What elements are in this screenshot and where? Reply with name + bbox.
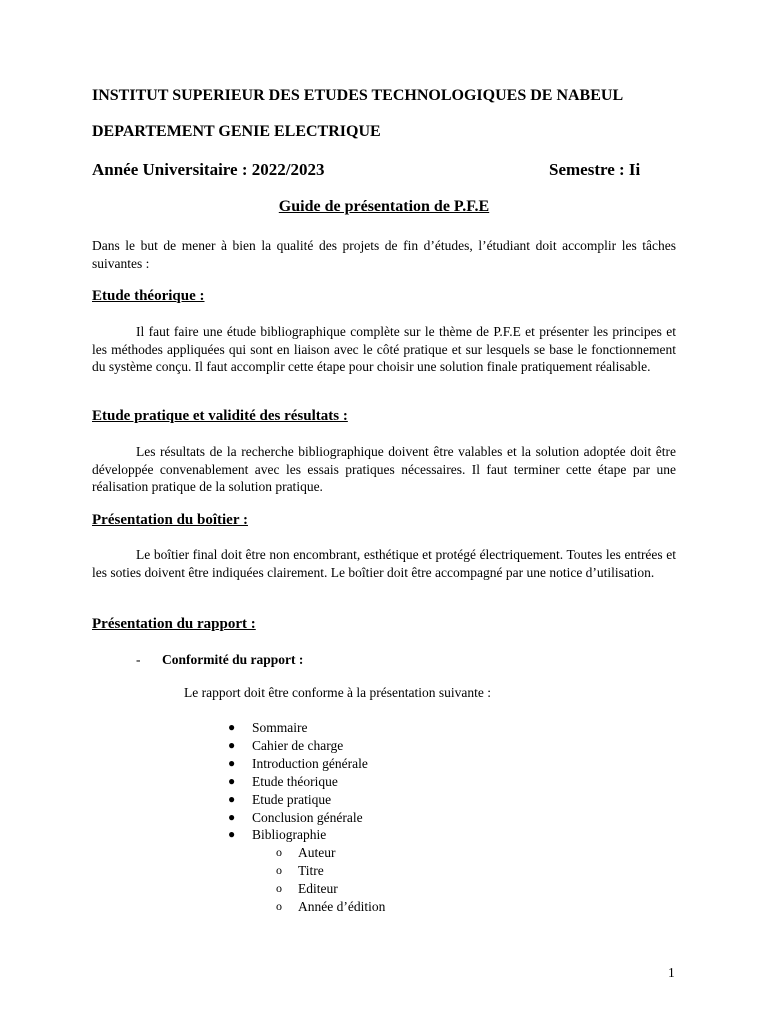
list-item-label: Sommaire [252,720,308,735]
department-name: DEPARTEMENT GENIE ELECTRIQUE [92,123,381,140]
list-item [226,809,385,827]
section-heading-pratique: Etude pratique et validité des résultats : [92,408,348,424]
list-item [226,719,385,737]
circle-bullet-icon: o [276,881,282,896]
bullet-icon: ● [228,720,236,734]
bullet-icon: ● [228,737,236,752]
report-structure-list [226,719,385,916]
sublist-item-label: Auteur [298,845,336,861]
list-item-label: Introduction générale [252,755,368,771]
circle-bullet-icon: o [276,845,282,860]
bullet-icon: ● [228,773,236,788]
sublist-item [272,898,385,916]
sublist-item [272,844,385,862]
section-text-boitier: Le boîtier final doit être non encombrant, esthétique et protégé électriquement. Toutes les entrées et les soties doivent être indiquées clairement. Le boîtier doit être accompagné par une notice d’utilisation. [92,547,676,580]
semester: Semestre : Ii [549,160,641,179]
list-item [226,773,385,791]
conformity-intro: Le rapport doit être conforme à la présentation suivante : [184,685,492,700]
list-item-label: Conclusion générale [252,809,363,825]
section-heading-theorique: Etude théorique : [92,288,205,304]
list-item-label: Etude théorique [252,773,338,789]
section-heading-boitier: Présentation du boîtier : [92,512,248,528]
sublist-item [272,880,385,898]
section-text-pratique: Les résultats de la recherche bibliographique doivent être valables et la solution adoptée doit être développée convenablement avec les essais pratiques nécessaires. Il faut terminer cette étape par une réalisation pratique de la solution pratique. [92,444,676,494]
list-item [226,826,385,916]
document-title: Guide de présentation de P.F.E [278,198,490,215]
list-item [226,737,385,755]
bullet-icon: ● [228,827,236,842]
section-heading-rapport: Présentation du rapport : [92,616,256,632]
conformity-item [136,652,303,668]
bullet-icon: ● [228,809,236,824]
section-text-theorique: Il faut faire une étude bibliographique complète sur le thème de P.F.E et présenter les principes et les méthodes appliquées qui sont en liaison avec le côté pratique et sur lesquels se base le fonctionnement du système conçu. Il faut accomplir cette étape pour choisir une solution finale pratiquement réalisable. [92,324,676,374]
list-item-label: Cahier de charge [252,737,344,753]
institute-name: INSTITUT SUPERIEUR DES ETUDES TECHNOLOGIQUES DE NABEUL [92,87,624,104]
academic-year: Année Universitaire : 2022/2023 [92,160,325,179]
sublist-item-label: Année d’édition [298,899,386,915]
list-item-label: Bibliographie [252,827,327,843]
intro-paragraph: Dans le but de mener à bien la qualité des projets de fin d’études, l’étudiant doit accomplir les tâches suivantes : [92,238,676,271]
bullet-icon: ● [228,791,236,806]
circle-bullet-icon: o [276,899,282,914]
list-item [226,791,385,809]
sublist-item [272,862,385,880]
sublist-item-label: Titre [298,863,324,879]
bibliography-sublist [272,844,385,916]
list-item-label: Etude pratique [252,791,332,807]
list-item [226,755,385,773]
dash-bullet: - [136,652,141,667]
bullet-icon: ● [228,755,236,770]
conformity-label: Conformité du rapport : [162,652,304,667]
page-number: 1 [668,965,675,980]
circle-bullet-icon: o [276,863,282,878]
sublist-item-label: Editeur [298,881,338,897]
